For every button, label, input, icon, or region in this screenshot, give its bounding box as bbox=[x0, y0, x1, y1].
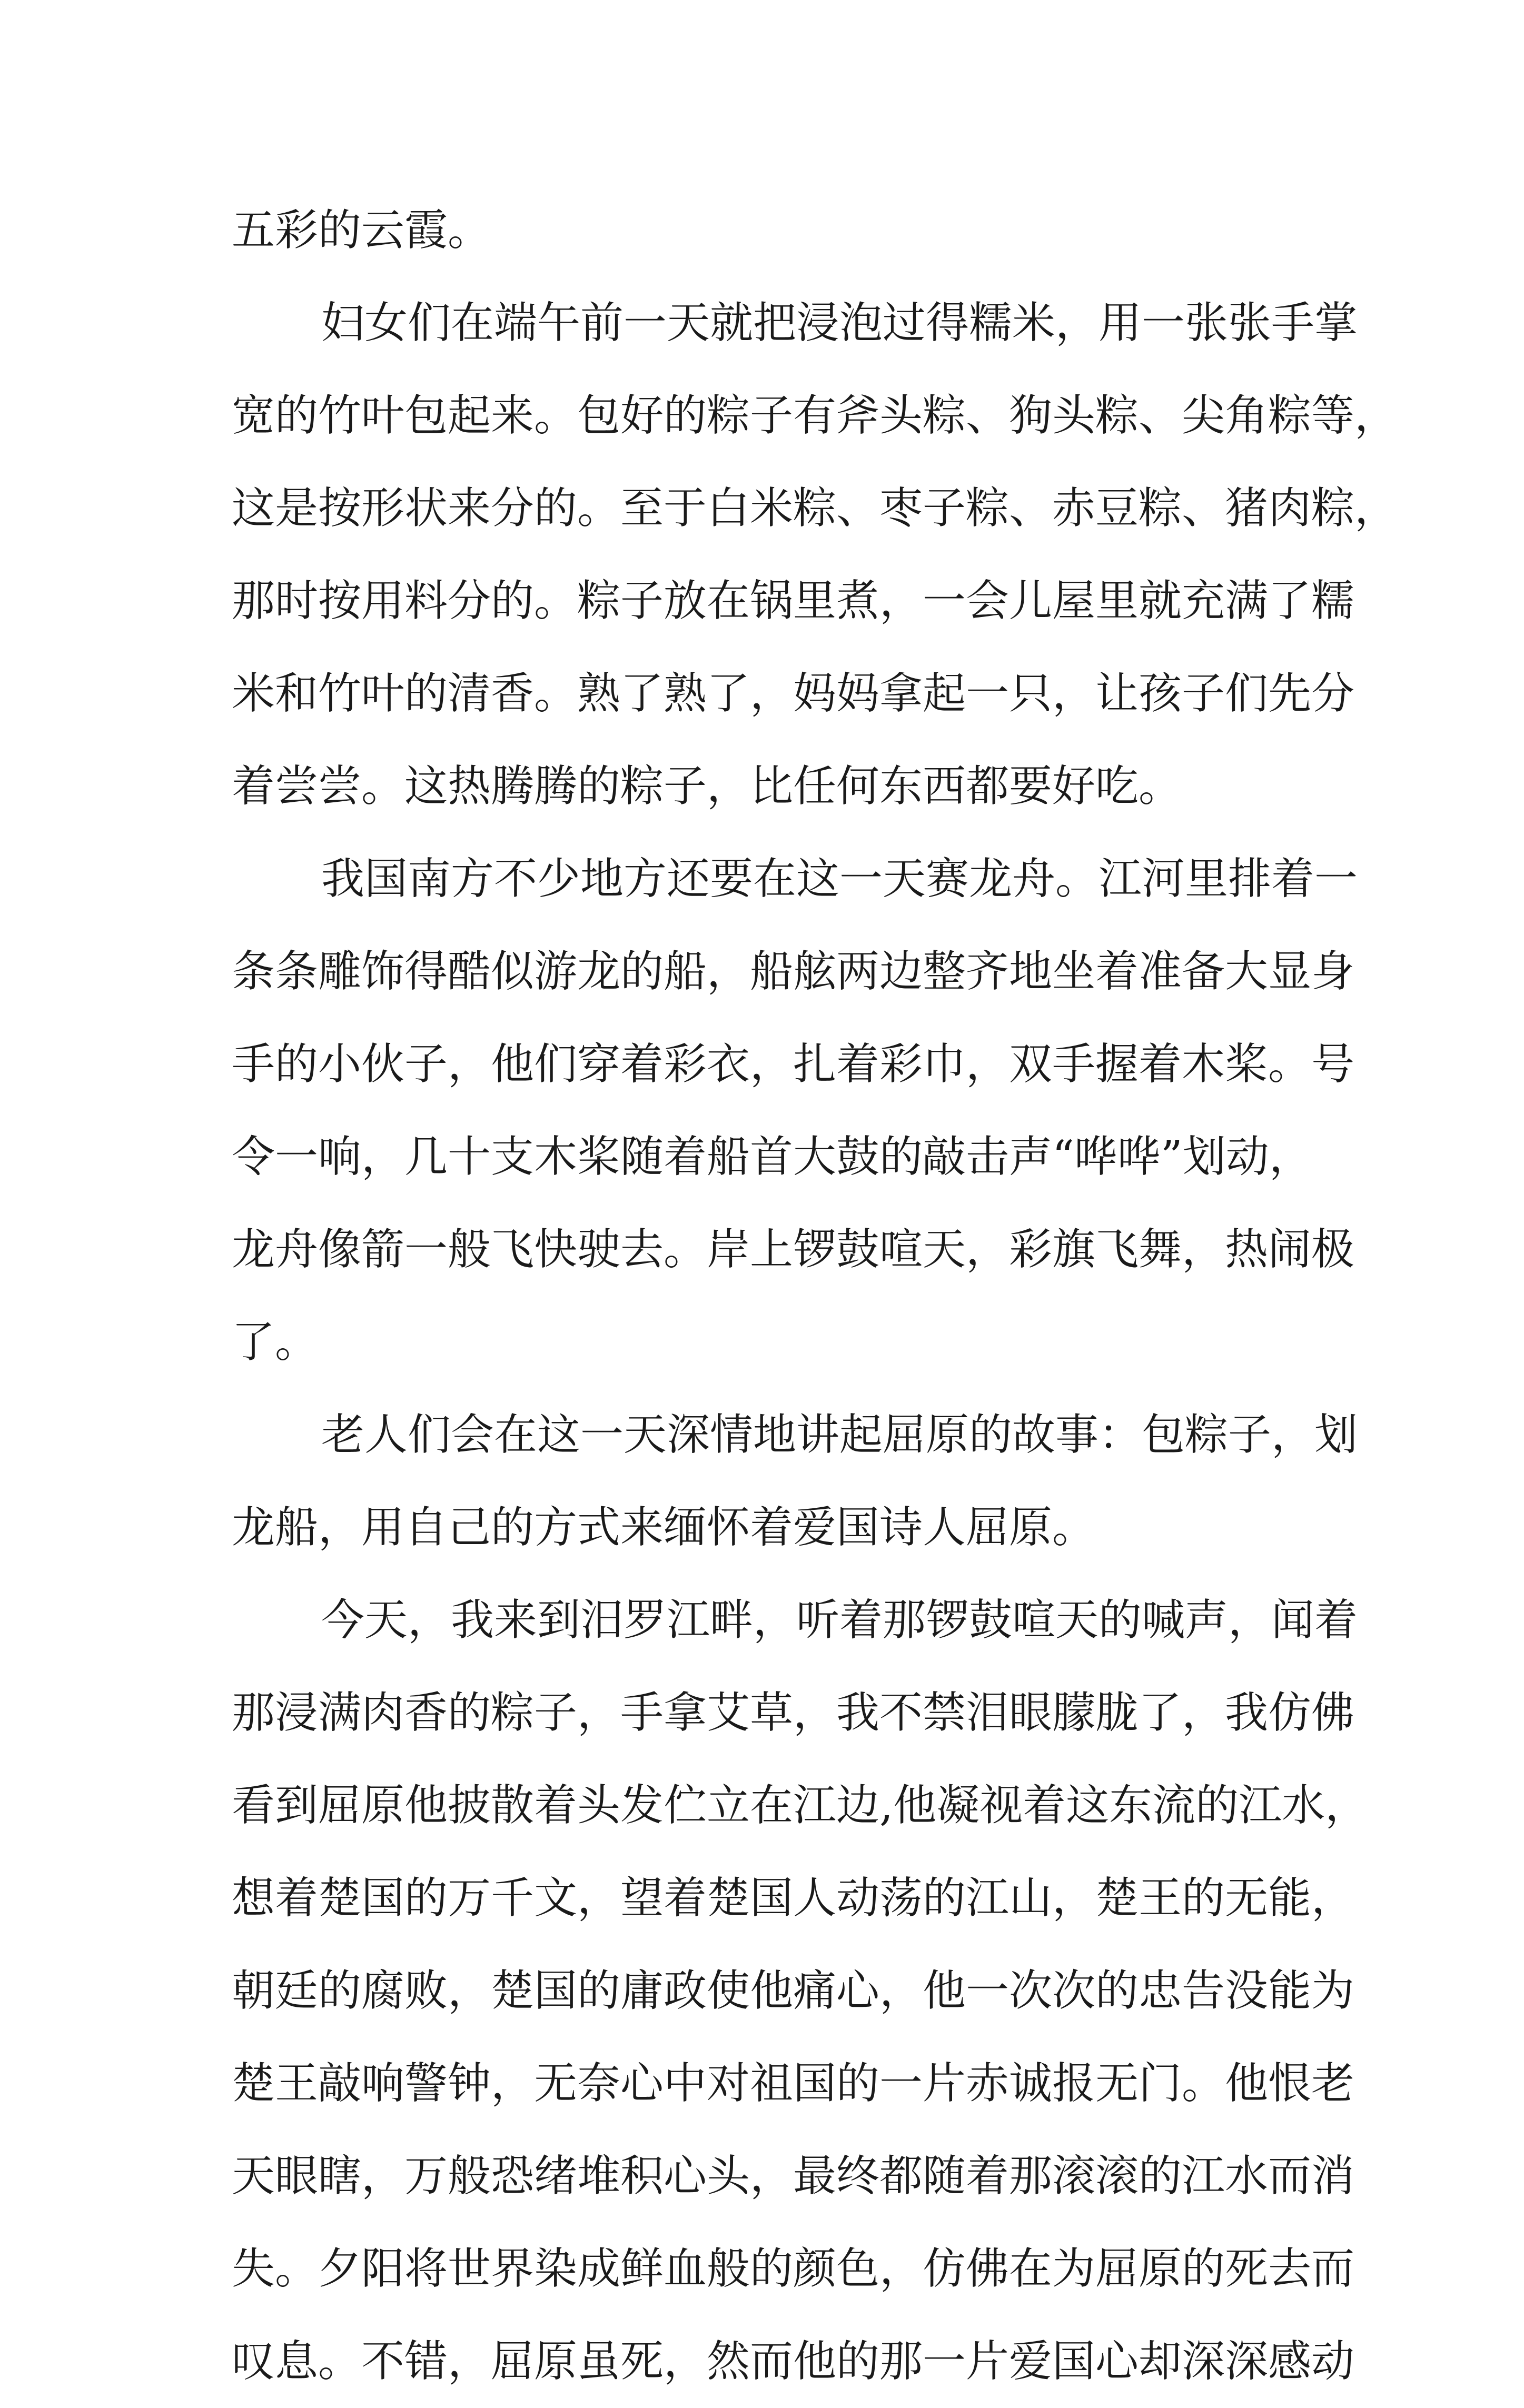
text-line: 那浸满肉香的粽子，手拿艾草，我不禁泪眼朦胧了，我仿佛 bbox=[232, 1688, 1355, 1738]
text-line: 宽的竹叶包起来。包好的粽子有斧头粽、狗头粽、尖角粽等， bbox=[232, 391, 1398, 441]
text-line: 这是按形状来分的。至于白米粽、枣子粽、赤豆粽、猪肉粽， bbox=[232, 483, 1398, 533]
text-line: 龙船，用自己的方式来缅怀着爱国诗人屈原。 bbox=[232, 1502, 1096, 1553]
text-line: 那时按用料分的。粽子放在锅里煮，一会儿屋里就充满了糯 bbox=[232, 576, 1355, 626]
text-line: 龙舟像箭一般飞快驶去。岸上锣鼓喧天，彩旗飞舞，热闹极 bbox=[232, 1225, 1355, 1275]
paragraph-first-line: 我国南方不少地方还要在这一天赛龙舟。江河里排着一 bbox=[321, 854, 1358, 904]
text-line: 了。 bbox=[232, 1317, 319, 1367]
text-line: 失。夕阳将世界染成鲜血般的颜色，仿佛在为屈原的死去而 bbox=[232, 2244, 1355, 2294]
body-text bbox=[232, 184, 1398, 2408]
text-line: 楚王敲响警钟，无奈心中对祖国的一片赤诚报无门。他恨老 bbox=[232, 2058, 1355, 2108]
text-line: 叹息。不错，屈原虽死，然而他的那一片爱国心却深深感动 bbox=[232, 2336, 1355, 2386]
text-line: 朝廷的腐败，楚国的庸政使他痛心，他一次次的忠告没能为 bbox=[232, 1966, 1355, 2016]
paragraph-first-line: 今天，我来到汨罗江畔，听着那锣鼓喧天的喊声，闻着 bbox=[321, 1595, 1358, 1645]
text-line: 想着楚国的万千文，望着楚国人动荡的江山，楚王的无能， bbox=[232, 1873, 1355, 1923]
text-line: 米和竹叶的清香。熟了熟了，妈妈拿起一只，让孩子们先分 bbox=[232, 669, 1355, 719]
text-line: 看到屈原他披散着头发伫立在江边,他凝视着这东流的江水， bbox=[232, 1780, 1369, 1830]
paragraph-first-line: 老人们会在这一天深情地讲起屈原的故事：包粽子，划 bbox=[321, 1410, 1358, 1460]
text-line: 五彩的云霞。 bbox=[232, 205, 491, 255]
paragraph-first-line: 妇女们在端午前一天就把浸泡过得糯米，用一张张手掌 bbox=[321, 298, 1358, 348]
text-line: 天眼瞎，万般恐绪堆积心头，最终都随着那滚滚的江水而消 bbox=[232, 2151, 1355, 2201]
text-line: 手的小伙子，他们穿着彩衣，扎着彩巾，双手握着木桨。号 bbox=[232, 1039, 1355, 1089]
text-line: 着尝尝。这热腾腾的粽子，比任何东西都要好吃。 bbox=[232, 761, 1182, 811]
text-line: 条条雕饰得酷似游龙的船，船舷两边整齐地坐着准备大显身 bbox=[232, 947, 1355, 997]
text-line: 令一响，几十支木桨随着船首大鼓的敲击声“哗哗”划动， bbox=[232, 1132, 1312, 1182]
